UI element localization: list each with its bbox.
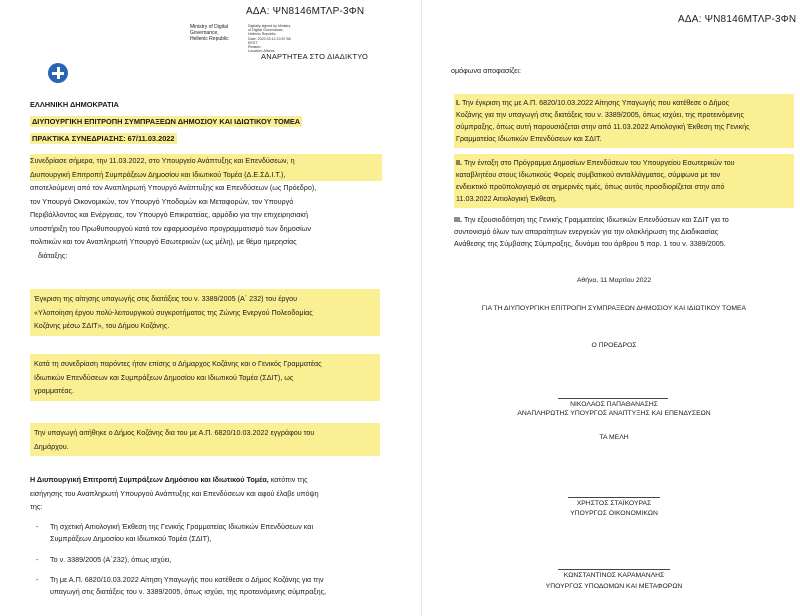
member-name: ΚΩΝΣΤΑΝΤΙΝΟΣ ΚΑΡΑΜΑΝΛΗΣ — [563, 572, 665, 579]
signature-organization: Ministry of Digital Governance, Hellenic Republic — [190, 24, 229, 42]
signature-line — [568, 497, 660, 498]
signature-line — [558, 569, 670, 570]
page-divider — [421, 0, 422, 616]
decision-item-3: III. Την εξουσιοδότηση της Γενικής Γραμματείας Ιδιωτικών Επενδύσεων και ΣΔΙΤ για το συντονισμό όλων των απαραίτητων ενεργειών για την ολοκλήρωση της Διαδικασίας Ανάθεσης της Σύμβασης Σύμπραξης, δυνάμει του άρθρου 5 παρ. 1 του ν. 3389/2005. — [454, 215, 729, 248]
ada-code: ΑΔΑ: ΨΝ8146ΜΤΛΡ-3ΦΝ — [678, 14, 797, 25]
decision-item-1: I. Την έγκριση της με Α.Π. 6820/10.03.2022 Αίτησης Υπαγωγής που κατέθεσε ο Δήμος Κοζάνης για την υπαγωγή στις διατάξεις του ν. 3389/2005, όπως ισχύει, της προτεινόμενης σύμπραξης, όπως αυτή παρουσιάζεται στην από 11.03.2022 Αιτιολογική Έκθεση της Γενικής Γραμματείας Ιδιωτικών Επενδύσεων και ΣΔΙΤ. — [454, 94, 794, 148]
ada-code: ΑΔΑ: ΨΝ8146ΜΤΛΡ-3ΦΝ — [246, 6, 365, 17]
consideration-item: - Το ν. 3389/2005 (Α΄232), όπως ισχύει, — [36, 555, 172, 564]
minutes-heading: ΠΡΑΚΤΙΚΑ ΣΥΝΕΔΡΙΑΣΗΣ: 67/11.03.2022 — [32, 134, 175, 143]
consideration-item: - Τη με Α.Π. 6820/10.03.2022 Αίτηση Υπαγωγής που κατέθεσε ο Δήμος Κοζάνης για την υπαγωγή στις διατάξεις του ν. 3389/2005, όπως ισχύει, της προτεινόμενης σύμπραξης, — [36, 575, 327, 596]
unanimous-decision-heading: ομόφωνα αποφασίζει: — [451, 66, 521, 75]
chair-role: ΑΝΑΠΛΗΡΩΤΗΣ ΥΠΟΥΡΓΟΣ ΑΝΑΠΤΥΞΗΣ ΚΑΙ ΕΠΕΝΔΥΣΕΩΝ — [517, 410, 711, 417]
for-committee-line: ΓΙΑ ΤΗ ΔΙΥΠΟΥΡΓΙΚΗ ΕΠΙΤΡΟΠΗ ΣΥΜΠΡΑΞΕΩΝ ΔΗΜΟΣΙΟΥ ΚΑΙ ΙΔΙΩΤΙΚΟΥ ΤΟΜΕΑ — [481, 305, 747, 312]
application-paragraph: Την υπαγωγή αιτήθηκε ο Δήμος Κοζάνης δια του με Α.Π. 6820/10.03.2022 εγγράφου του Δημάρχου. — [30, 423, 380, 456]
greek-emblem-icon — [48, 63, 68, 83]
decision-item-2: II. Την ένταξη στο Πρόγραμμα Δημοσίων Επενδύσεων του Υπουργείου Εσωτερικών του καταβλητέου στους Ιδιωτικούς Φορείς συμβατικού ανταλλάγματος, σύμφωνα με τον ενδεικτικό προϋπολογισμό σε σημερινές τιμές, όπως αυτός προσδιορίζεται στην από 11.03.2022 Αιτιολογική Έκθεση. — [454, 154, 794, 208]
member-role: ΥΠΟΥΡΓΟΣ ΥΠΟΔΟΜΩΝ ΚΑΙ ΜΕΤΑΦΟΡΩΝ — [545, 583, 683, 590]
chair-title: Ο ΠΡΟΕΔΡΟΣ — [591, 342, 637, 349]
signature-metadata: Digitally signed by Ministry of Digital Governance, Hellenic Republic Date: 2022.03.14 10:57:58 EEST Reason: Location: Athens — [248, 24, 291, 54]
intro-paragraph: Συνεδρίασε σήμερα, την 11.03.2022, στο Υπουργείο Ανάπτυξης και Επενδύσεων, η Διυπουργική Επιτροπή Συμπράξεων Δημοσίου και Ιδιωτικού Τομέα (Δ.Ε.ΣΔ.Ι.Τ.), αποτελούμενη από τον Αναπληρωτή Υπουργό Ανάπτυξης και Επενδύσεων (ως Πρόεδρο), τον Υπουργό Οικονομικών, τον Υπουργό Υποδομών και Μεταφορών, τον Υπουργό Περιβάλλοντος και Ενέργειας, τον Υπουργό Επικρατείας, αρμόδιο για την επιχειρησιακή υποστήριξη του Πρωθυπουργού κατά τον εφαρμοσμένο προγραμματισμό των δημοσίων πολιτικών και τον Αναπληρωτή Υπουργό Εσωτερικών (ως μέλη), με θέμα ημερησίας διάταξης: — [30, 154, 382, 262]
consideration-item: - Τη σχετική Αιτιολογική Έκθεση της Γενικής Γραμματείας Ιδιωτικών Επενδύσεων και Συμπράξεων Δημοσίου και Ιδιωτικού Τομέα (ΣΔΙΤ), — [36, 522, 314, 543]
republic-heading: ΕΛΛΗΝΙΚΗ ΔΗΜΟΚΡΑΤΙΑ — [30, 100, 119, 109]
signature-line — [558, 398, 668, 399]
member-role: ΥΠΟΥΡΓΟΣ ΟΙΚΟΝΟΜΙΚΩΝ — [570, 510, 658, 517]
chair-name: ΝΙΚΟΛΑΟΣ ΠΑΠΑΘΑΝΑΣΗΣ — [570, 401, 658, 408]
committee-paragraph: Η Διυπουργική Επιτροπή Συμπράξεων Δημόσιου και Ιδιωτικού Τομέα, κατόπιν της εισήγησης του Αναπληρωτή Υπουργού Ανάπτυξης και Επενδύσεων και αφού έλαβε υπόψη της: — [30, 475, 319, 511]
attendance-paragraph: Κατά τη συνεδρίαση παρόντες ήταν επίσης ο Δήμαρχος Κοζάνης και ο Γενικός Γραμματέας Ιδιωτικών Επενδύσεων και Συμπράξεων Δημοσίου και Ιδιωτικού Τομέα (ΣΔΙΤ), ως γραμματέας. — [30, 354, 380, 401]
agenda-paragraph: Έγκριση της αίτησης υπαγωγής στις διατάξεις του ν. 3389/2005 (Α΄ 232) του έργου «Υλοποίηση έργου πολύ-λειτουργικού συγκροτήματος της Ζώνης Ενεργού Πολεοδομίας Κοζάνης μέσω ΣΔΙΤ», του Δήμου Κοζάνης. — [30, 289, 380, 336]
committee-heading: ΔΙΥΠΟΥΡΓΙΚΗ ΕΠΙΤΡΟΠΗ ΣΥΜΠΡΑΞΕΩΝ ΔΗΜΟΣΙΟΥ ΚΑΙ ΙΔΙΩΤΙΚΟΥ ΤΟΜΕΑ — [32, 117, 301, 126]
place-date: Αθήνα, 11 Μαρτίου 2022 — [576, 277, 652, 284]
posted-online-label: ΑΝΑΡΤΗΤΕΑ ΣΤΟ ΔΙΑΔΙΚΤΥΟ — [261, 52, 369, 61]
members-title: ΤΑ ΜΕΛΗ — [599, 434, 629, 441]
document-page-right — [428, 0, 800, 616]
member-name: ΧΡΗΣΤΟΣ ΣΤΑΪΚΟΥΡΑΣ — [576, 500, 652, 507]
